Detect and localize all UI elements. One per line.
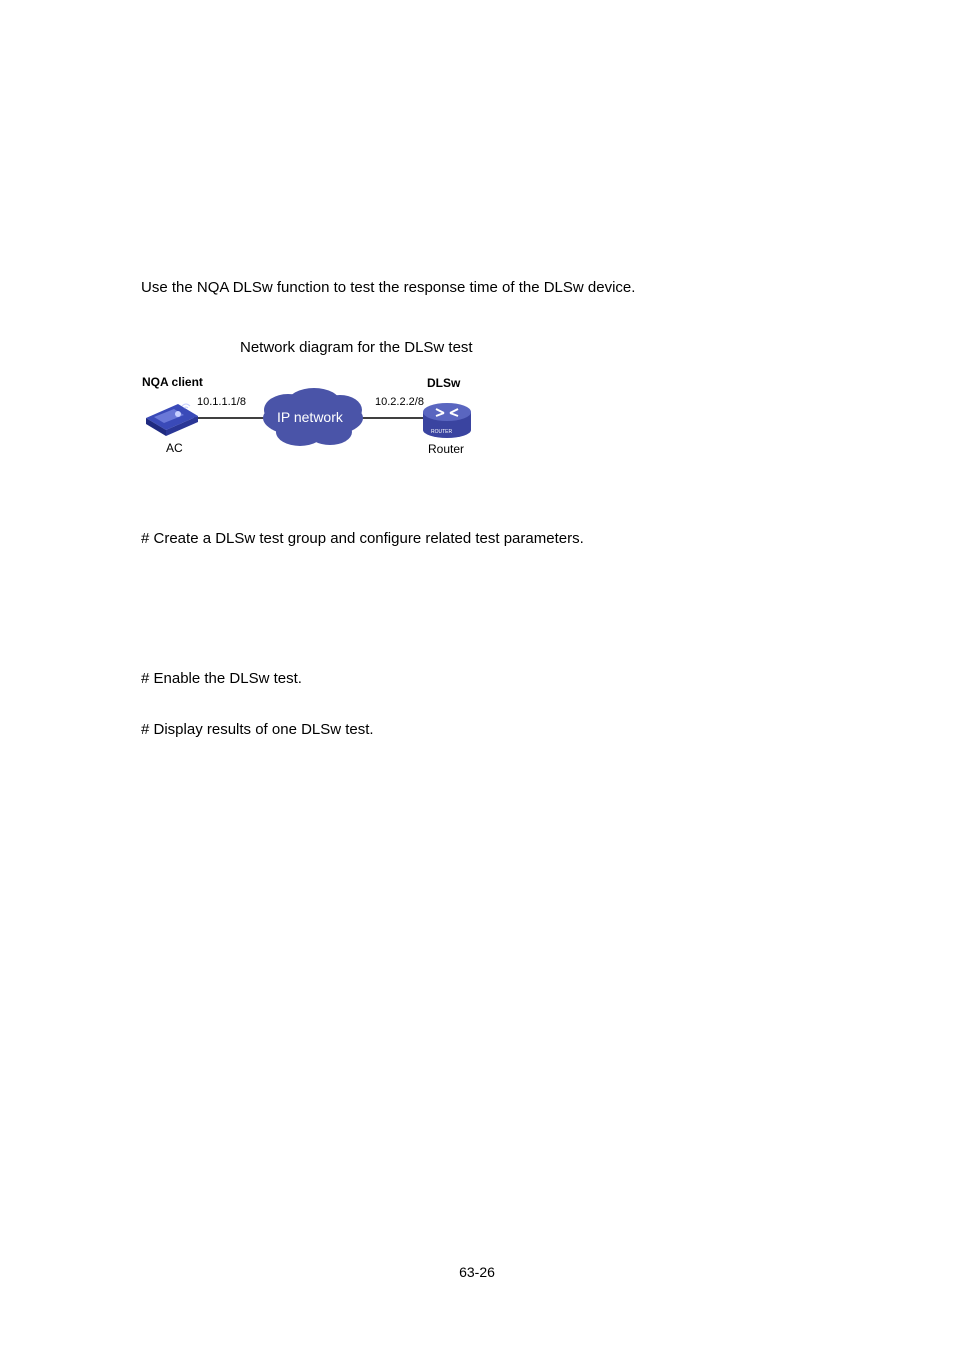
- ac-label: AC: [166, 441, 183, 455]
- network-diagram: [138, 372, 478, 462]
- nqa-client-ip-label: 10.1.1.1/8: [197, 396, 246, 408]
- router-label: Router: [428, 442, 465, 456]
- dlsw-ip-label: 10.2.2.2/8: [375, 396, 424, 408]
- step-create-test-group: # Create a DLSw test group and configure related test parameters.: [141, 530, 584, 547]
- dlsw-label: DLSw: [427, 376, 461, 390]
- step-enable-test: # Enable the DLSw test.: [141, 670, 302, 687]
- step-display-results: # Display results of one DLSw test.: [141, 721, 374, 738]
- figure-caption: Network diagram for the DLSw test: [240, 339, 473, 356]
- router-badge: ROUTER: [431, 429, 453, 435]
- ac-device-icon: [146, 404, 198, 436]
- page-number: 63-26: [459, 1264, 495, 1280]
- nqa-client-label: NQA client: [142, 375, 203, 389]
- cloud-label: IP network: [277, 409, 343, 425]
- intro-paragraph: Use the NQA DLSw function to test the response time of the DLSw device.: [141, 279, 636, 296]
